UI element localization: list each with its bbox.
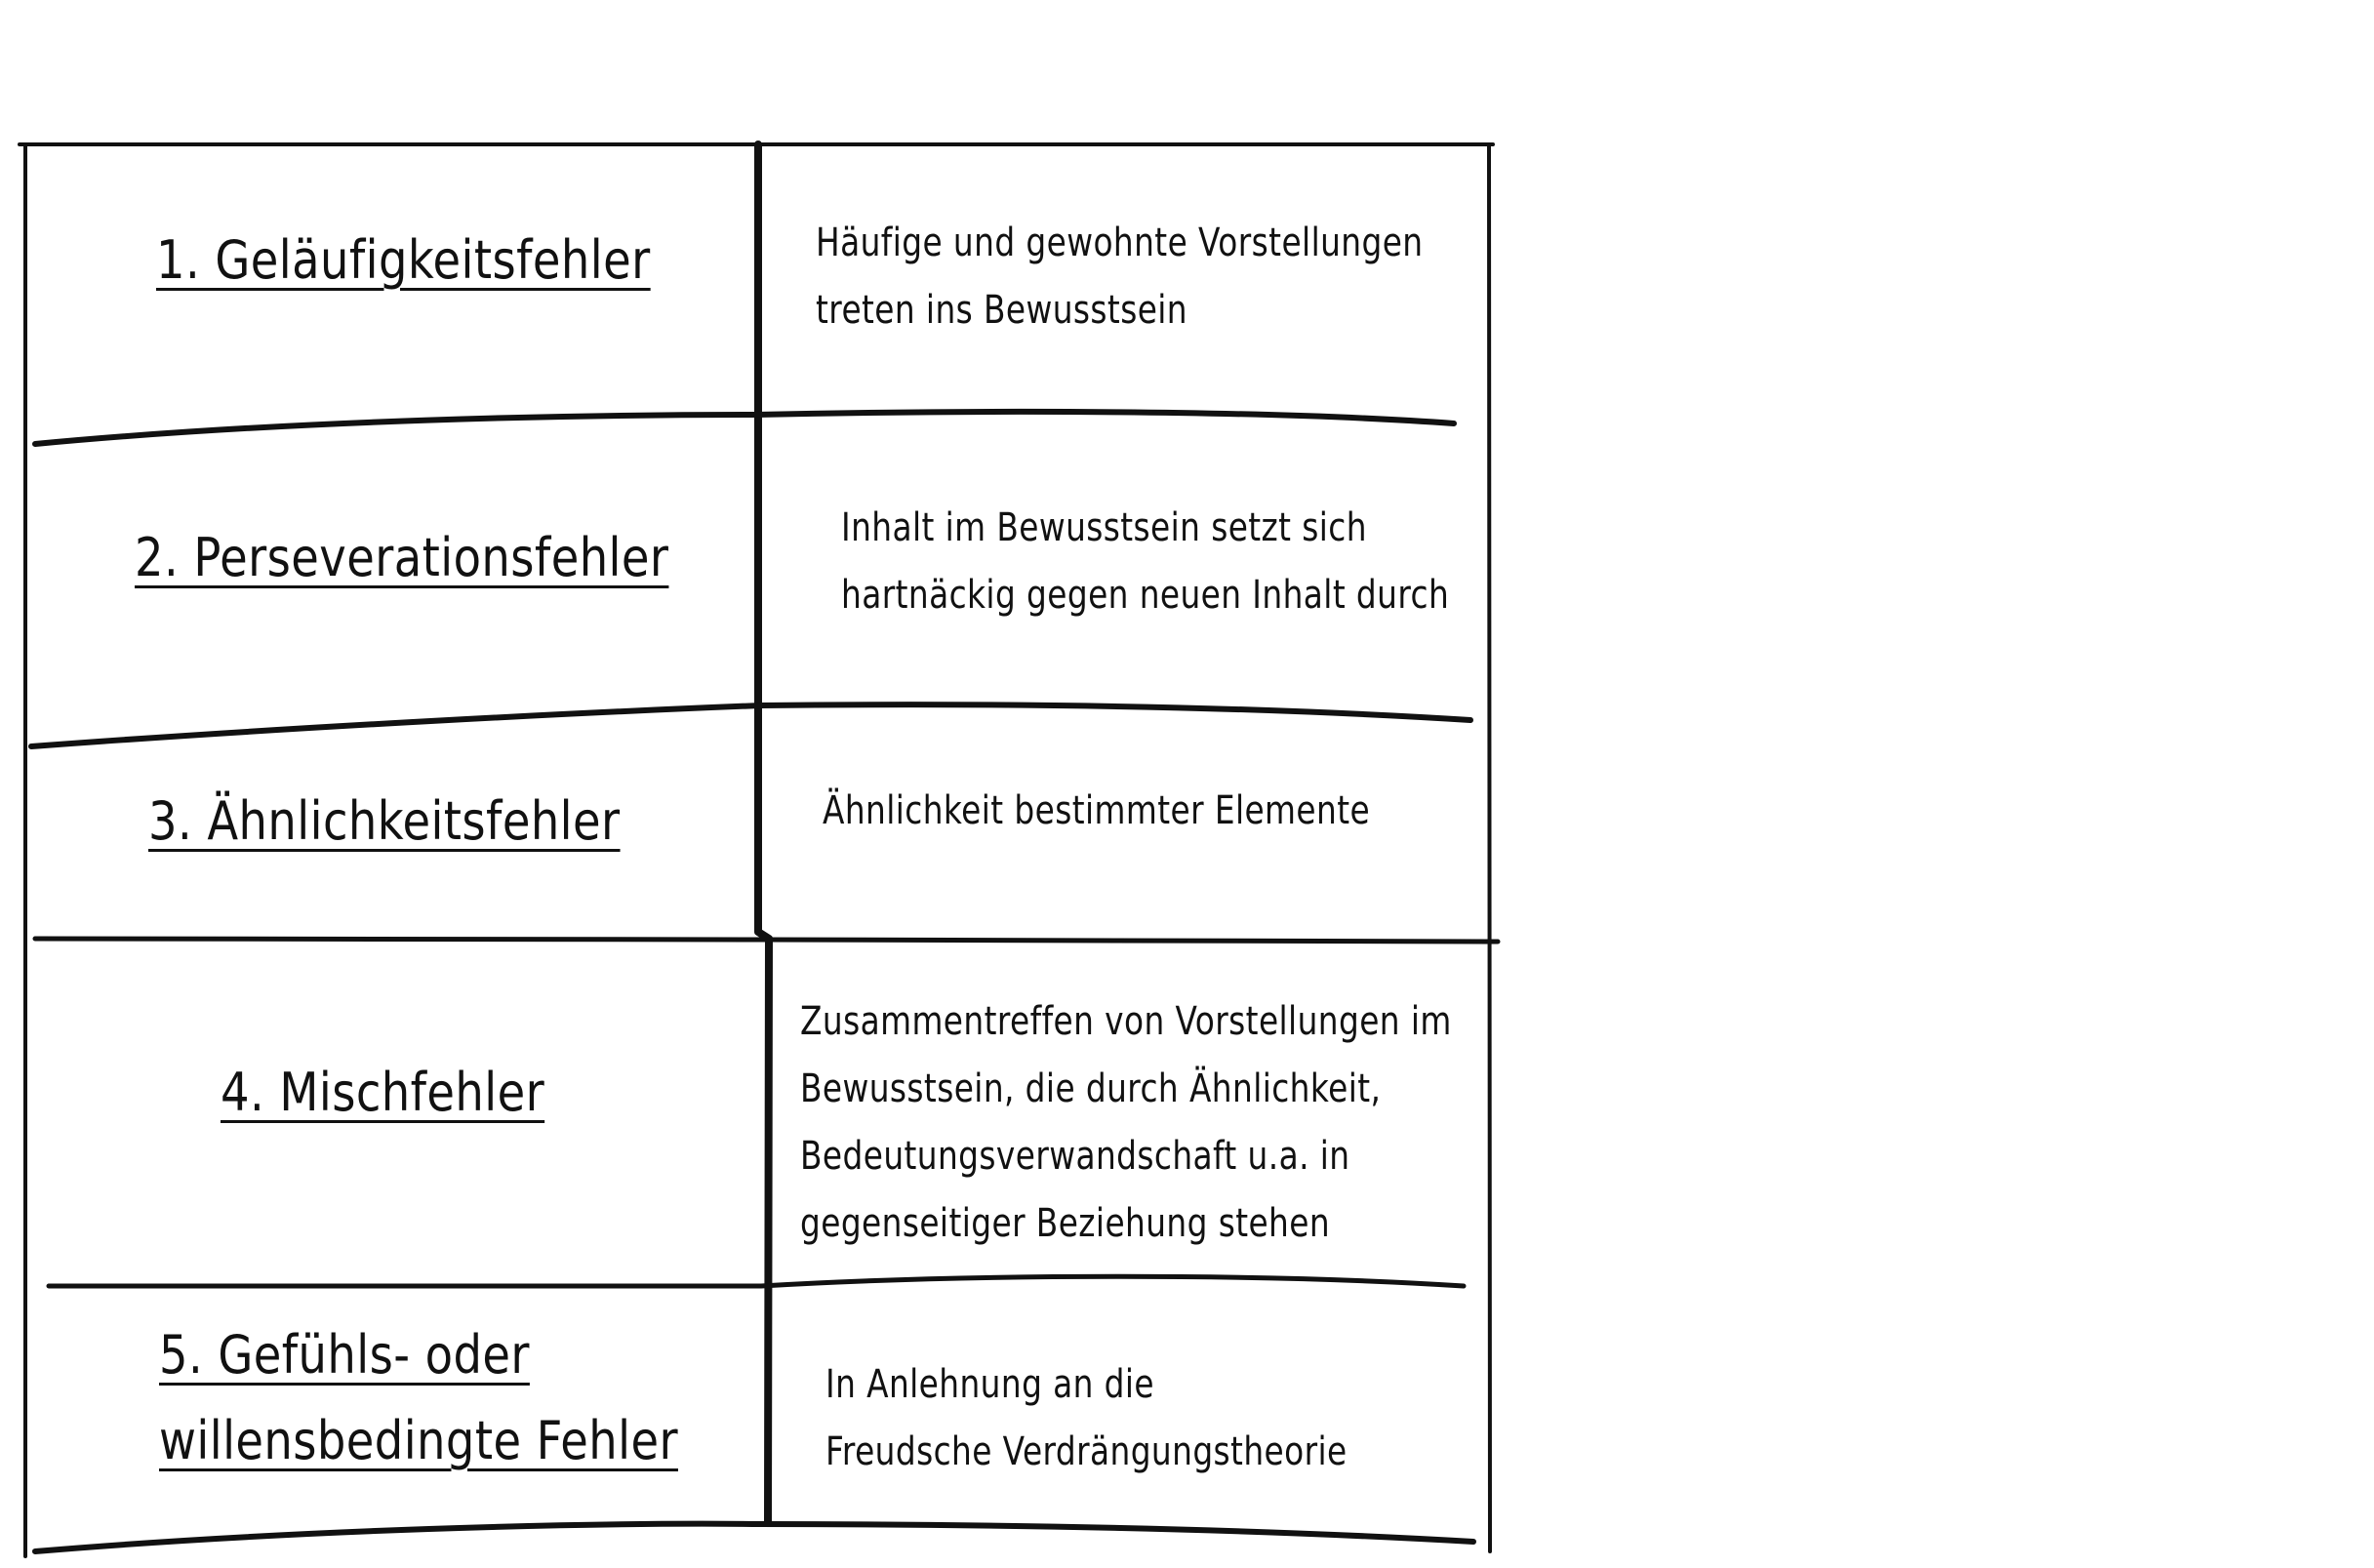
bottom-border-line	[35, 1524, 1473, 1551]
row-1-description: Häufige und gewohnte Vorstellungen treten ins Bewusstsein	[816, 221, 1424, 333]
row-5-term: 5. Gefühls- oder willensbedingte Fehler	[159, 1324, 678, 1471]
row-separator-1	[35, 412, 1454, 444]
row-5-description: In Anlehnung an die Freudsche Verdrängungstheorie	[825, 1362, 1348, 1474]
row-4-term: 4. Mischfehler	[221, 1062, 545, 1123]
row-separator-4	[49, 1276, 1464, 1286]
row-2-term: 2. Perseverationsfehler	[135, 527, 669, 588]
row-separator-3	[35, 939, 1498, 942]
row-2-description: Inhalt im Bewusstsein setzt sich hartnäckig gegen neuen Inhalt durch	[841, 505, 1450, 618]
row-3-term: 3. Ähnlichkeitsfehler	[148, 790, 621, 852]
row-4-description: Zusammentreffen von Vorstellungen im Bewusstsein, die durch Ähnlichkeit, Bedeutungsverwandschaft u.a. in gegenseitiger Beziehung stehen	[800, 999, 1452, 1246]
column-divider-line	[758, 144, 769, 1522]
row-1-term: 1. Geläufigkeitsfehler	[156, 229, 651, 291]
row-3-description: Ähnlichkeit bestimmter Elemente	[823, 788, 1371, 833]
row-separator-2	[31, 704, 1470, 746]
right-border-line	[1489, 144, 1490, 1551]
